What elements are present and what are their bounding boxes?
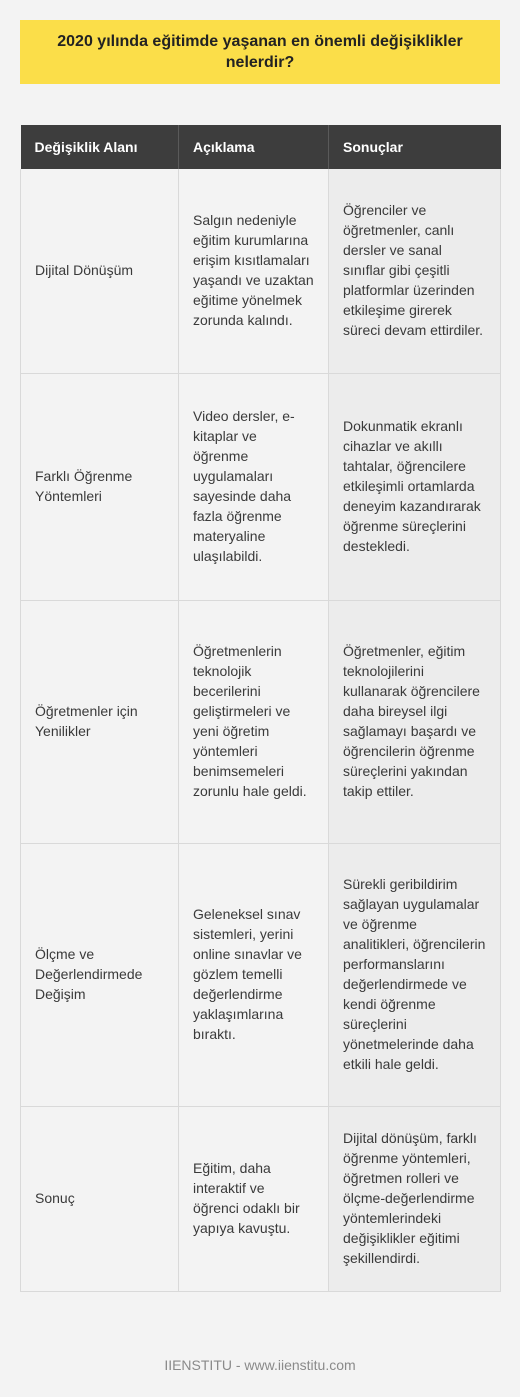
cell-result: Dijital dönüşüm, farklı öğrenme yöntemleri, öğretmen rolleri ve ölçme-değerlendirme yöntemlerindeki değişiklikler eğitimi şekillendirdi. [329,1107,501,1292]
page-title: 2020 yılında eğitimde yaşanan en önemli değişiklikler nelerdir? [57,33,463,71]
cell-result: Öğrenciler ve öğretmenler, canlı dersler ve sanal sınıflar gibi çeşitli platformlar üzerinden etkileşime girerek süreci devam ettirdiler. [329,169,501,374]
cell-description: Salgın nedeniyle eğitim kurumlarına erişim kısıtlamaları yaşandı ve uzaktan eğitime yönelmek zorunda kalındı. [179,169,329,374]
header-description: Açıklama [179,125,329,169]
table-row [21,374,501,601]
header-area: Değişiklik Alanı [21,125,179,169]
changes-table [20,125,501,1292]
cell-description: Geleneksel sınav sistemleri, yerini online sınavlar ve gözlem temelli değerlendirme yaklaşımlarına bıraktı. [179,844,329,1107]
table-row [21,1107,501,1292]
cell-description: Öğretmenlerin teknolojik becerilerini geliştirmeleri ve yeni öğretim yöntemleri benimsemeleri zorunlu hale geldi. [179,601,329,844]
table-row [21,844,501,1107]
cell-area: Dijital Dönüşüm [21,169,179,374]
cell-description: Video dersler, e-kitaplar ve öğrenme uygulamaları sayesinde daha fazla öğrenme materyaline ulaşılabildi. [179,374,329,601]
footer-credit: IIENSTITU - www.iienstitu.com [164,1357,356,1373]
cell-area: Ölçme ve Değerlendirmede Değişim [21,844,179,1107]
title-banner [20,20,500,84]
cell-description: Eğitim, daha interaktif ve öğrenci odaklı bir yapıya kavuştu. [179,1107,329,1292]
cell-result: Öğretmenler, eğitim teknolojilerini kullanarak öğrencilere daha bireysel ilgi sağlamayı başardı ve öğrencilerin öğrenme süreçlerini yakından takip ettiler. [329,601,501,844]
cell-area: Sonuç [21,1107,179,1292]
table-header-row [21,125,501,169]
cell-result: Dokunmatik ekranlı cihazlar ve akıllı tahtalar, öğrencilere etkileşimli ortamlarda deneyim kazandırarak öğrenme süreçlerini destekledi. [329,374,501,601]
cell-result: Sürekli geribildirim sağlayan uygulamalar ve öğrenme analitikleri, öğrencilerin performanslarını değerlendirmede ve kendi öğrenme süreçlerini yönetmelerinde daha etkili hale geldi. [329,844,501,1107]
cell-area: Öğretmenler için Yenilikler [21,601,179,844]
table-row [21,169,501,374]
header-results: Sonuçlar [329,125,501,169]
table-row [21,601,501,844]
cell-area: Farklı Öğrenme Yöntemleri [21,374,179,601]
